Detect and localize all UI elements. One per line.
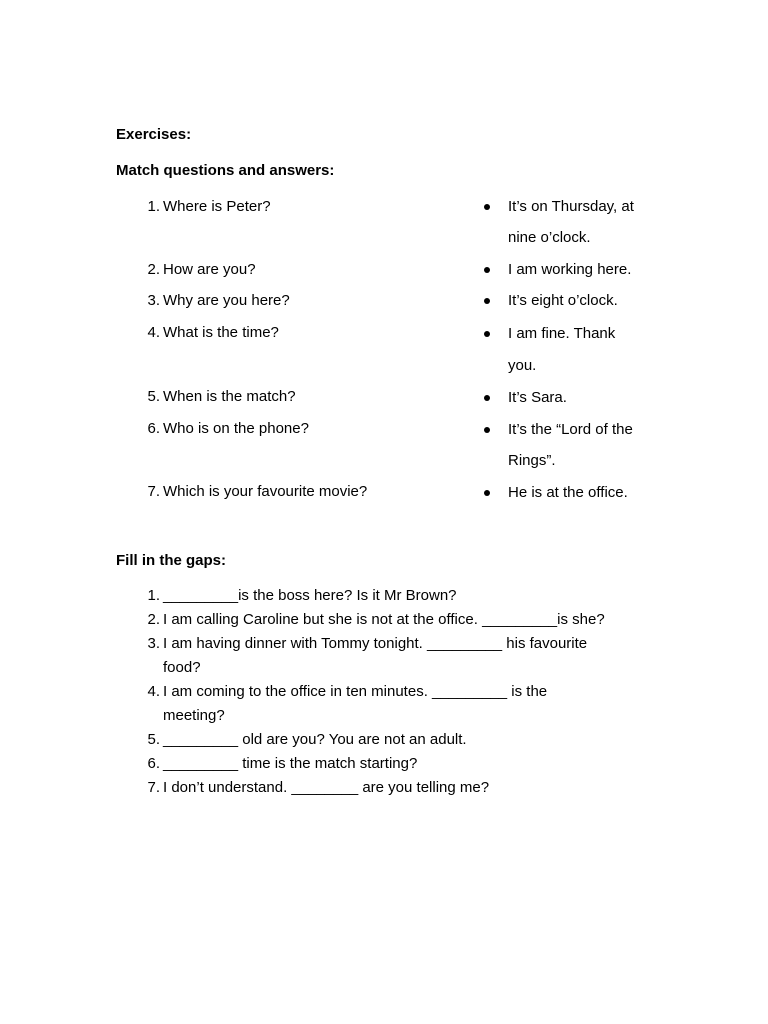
answer-text: It’s on Thursday, at [508, 198, 634, 215]
bullet-icon [484, 331, 490, 337]
bullet-icon [484, 267, 490, 273]
exercises-title: Exercises: [116, 126, 192, 143]
question-text: Which is your favourite movie? [163, 483, 368, 500]
gap-sentence: meeting? [163, 707, 225, 724]
gap-number: 3. [147, 635, 160, 652]
question-text: When is the match? [163, 388, 296, 405]
gap-sentence: food? [163, 659, 201, 676]
answer-text: It’s the “Lord of the [508, 421, 633, 438]
gap-number: 5. [147, 731, 160, 748]
answer-text: Rings”. [508, 452, 556, 469]
gap-number: 2. [147, 611, 160, 628]
gap-sentence: I am coming to the office in ten minutes. _________ is the [163, 683, 548, 700]
question-number: 3. [147, 292, 160, 309]
question-number: 5. [147, 388, 160, 405]
gap-number: 6. [147, 755, 160, 772]
bullet-icon [484, 395, 490, 401]
question-text: Who is on the phone? [163, 420, 309, 437]
answer-text: It’s Sara. [508, 389, 567, 406]
gap-sentence: I am calling Caroline but she is not at the office. _________is she? [163, 611, 605, 628]
gaps-heading: Fill in the gaps: [116, 552, 227, 569]
gap-number: 1. [147, 587, 160, 604]
question-number: 7. [147, 483, 160, 500]
bullet-icon [484, 204, 490, 210]
question-number: 2. [147, 261, 160, 278]
question-number: 6. [147, 420, 160, 437]
gap-sentence: _________is the boss here? Is it Mr Brown? [163, 587, 457, 604]
gap-sentence: I don’t understand. ________ are you telling me? [163, 779, 490, 796]
gap-sentence: _________ old are you? You are not an adult. [163, 731, 467, 748]
answer-text: It’s eight o’clock. [508, 292, 618, 309]
bullet-icon [484, 298, 490, 304]
answer-text: I am fine. Thank [508, 325, 616, 342]
gap-sentence: _________ time is the match starting? [163, 755, 418, 772]
question-number: 1. [147, 198, 160, 215]
match-heading: Match questions and answers: [116, 162, 335, 179]
question-text: What is the time? [163, 324, 279, 341]
answer-text: you. [508, 357, 537, 374]
gap-number: 4. [147, 683, 160, 700]
bullet-icon [484, 427, 490, 433]
gap-sentence: I am having dinner with Tommy tonight. _________ his favourite [163, 635, 588, 652]
answer-text: He is at the office. [508, 484, 628, 501]
answer-text: I am working here. [508, 261, 632, 278]
question-number: 4. [147, 324, 160, 341]
question-text: Why are you here? [163, 292, 290, 309]
question-text: How are you? [163, 261, 256, 278]
answer-text: nine o’clock. [508, 229, 591, 246]
bullet-icon [484, 490, 490, 496]
gap-number: 7. [147, 779, 160, 796]
question-text: Where is Peter? [163, 198, 271, 215]
